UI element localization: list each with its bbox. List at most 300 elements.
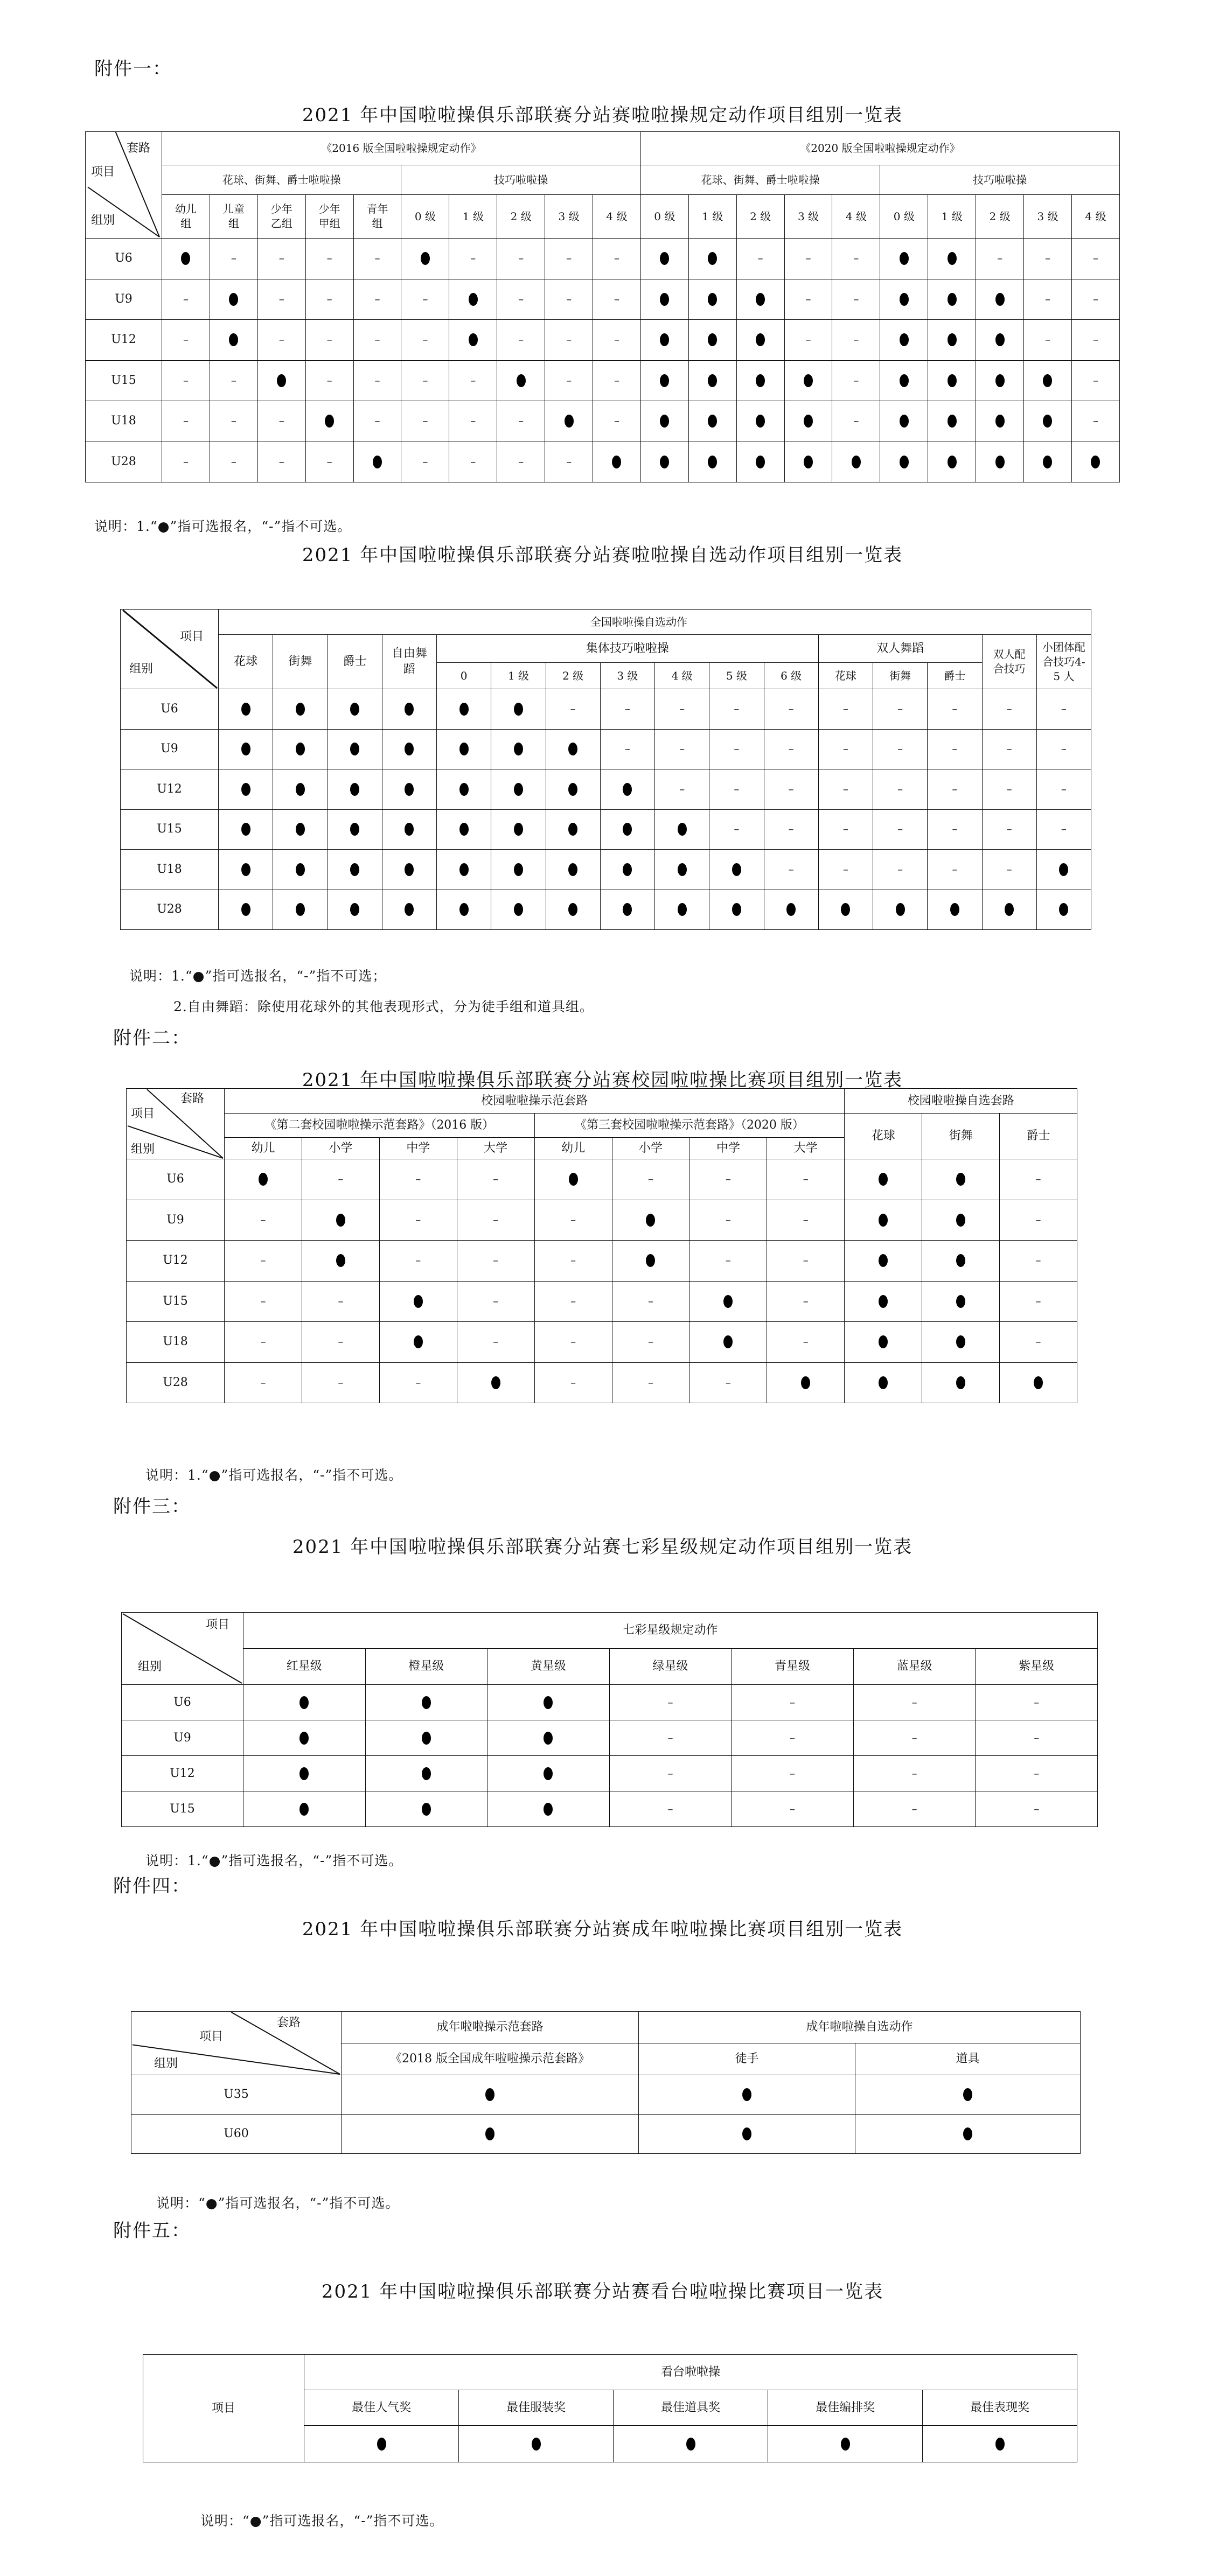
cell (873, 689, 928, 730)
cell (210, 279, 257, 320)
cell (928, 442, 976, 482)
cell (546, 809, 600, 850)
not-selectable-dash: – (566, 292, 572, 305)
not-selectable-dash: – (183, 292, 189, 305)
not-selectable-dash: – (734, 782, 740, 795)
group-label: U6 (86, 239, 162, 279)
cell (328, 850, 382, 890)
column-header: 1 级 (928, 195, 976, 239)
not-selectable-dash: – (803, 1213, 809, 1226)
column-header: 3 级 (545, 195, 593, 239)
cell (225, 1362, 302, 1403)
selectable-dot-icon (841, 2438, 850, 2451)
not-selectable-dash: – (570, 702, 576, 715)
selectable-dot-icon (879, 1335, 888, 1348)
selectable-dot-icon (299, 1803, 309, 1816)
selectable-dot-icon (841, 903, 850, 916)
selectable-dot-icon (241, 823, 250, 836)
table5-group-demo: 成年啦啦操示范套路 (342, 2012, 639, 2043)
cell (210, 442, 257, 482)
cell (764, 689, 818, 730)
cell (1024, 320, 1072, 361)
selectable-dot-icon (804, 374, 813, 387)
cell (328, 890, 382, 930)
not-selectable-dash: – (725, 1254, 731, 1267)
column-header: 儿童组 (210, 195, 257, 239)
cell (1000, 1241, 1077, 1282)
group-label: U15 (127, 1281, 225, 1322)
table3-group-free: 校园啦啦操自选套路 (845, 1089, 1077, 1114)
selectable-dot-icon (1005, 903, 1014, 916)
column-header: 4 级 (655, 663, 709, 689)
column-header: 4 级 (593, 195, 641, 239)
selectable-dot-icon (241, 903, 250, 916)
selectable-dot-icon (660, 252, 669, 265)
selectable-dot-icon (405, 903, 414, 916)
selectable-dot-icon (723, 1295, 733, 1308)
column-header: 幼儿 (534, 1138, 612, 1159)
cell (784, 279, 832, 320)
table-row (86, 320, 1120, 361)
selectable-dot-icon (514, 783, 523, 796)
cell (534, 1362, 612, 1403)
cell (545, 279, 593, 320)
cell (1024, 401, 1072, 442)
table6-row-label: 项目 (143, 2355, 304, 2462)
corner-middle-label: 项目 (131, 1107, 155, 1121)
cell (818, 850, 873, 890)
not-selectable-dash: – (1092, 251, 1098, 265)
not-selectable-dash: – (788, 742, 794, 755)
not-selectable-dash: – (725, 1375, 731, 1389)
selectable-dot-icon (1059, 903, 1068, 916)
cell (736, 279, 784, 320)
cell (225, 1241, 302, 1282)
selectable-dot-icon (995, 374, 1005, 387)
cell (640, 239, 688, 279)
cell (976, 1720, 1098, 1756)
cell (593, 401, 641, 442)
not-selectable-dash: – (805, 333, 811, 346)
cell (655, 890, 709, 930)
selectable-dot-icon (896, 903, 905, 916)
not-selectable-dash: – (374, 414, 380, 428)
not-selectable-dash: – (231, 414, 236, 428)
selectable-dot-icon (1059, 863, 1068, 876)
selectable-dot-icon (956, 1335, 965, 1348)
cell (640, 279, 688, 320)
selectable-dot-icon (350, 823, 359, 836)
column-header: 红星级 (243, 1649, 366, 1685)
not-selectable-dash: – (183, 333, 189, 346)
not-selectable-dash: – (260, 1375, 266, 1389)
not-selectable-dash: – (725, 1172, 731, 1186)
selectable-dot-icon (422, 1803, 431, 1816)
cell (257, 401, 305, 442)
selectable-dot-icon (405, 863, 414, 876)
selectable-dot-icon (612, 456, 621, 468)
not-selectable-dash: – (326, 292, 332, 305)
not-selectable-dash: – (374, 373, 380, 387)
cell (639, 2115, 855, 2154)
cell (600, 769, 654, 810)
selectable-dot-icon (569, 1173, 578, 1186)
cell (688, 401, 736, 442)
cell (928, 809, 982, 850)
not-selectable-dash: – (1006, 862, 1012, 876)
cell (736, 360, 784, 401)
cell (437, 809, 491, 850)
selectable-dot-icon (948, 415, 957, 428)
cell (305, 279, 353, 320)
cell (545, 442, 593, 482)
column-header: 街舞 (873, 663, 928, 689)
cell (379, 1241, 457, 1282)
not-selectable-dash: – (1035, 1172, 1041, 1186)
not-selectable-dash: – (493, 1294, 499, 1307)
selectable-dot-icon (879, 1376, 888, 1389)
cell (219, 689, 273, 730)
attachment-3-label: 附件三： (113, 1496, 191, 1517)
table3-group-demo: 校园啦啦操示范套路 (225, 1089, 845, 1114)
cell (328, 809, 382, 850)
table2-corner-header (121, 610, 219, 689)
cell (1071, 279, 1119, 320)
selectable-dot-icon (708, 374, 717, 387)
selectable-dot-icon (336, 1254, 345, 1267)
not-selectable-dash: – (647, 1375, 653, 1389)
cell (818, 729, 873, 769)
not-selectable-dash: – (1061, 822, 1067, 836)
not-selectable-dash: – (734, 742, 740, 755)
cell (457, 1362, 534, 1403)
cell (880, 401, 928, 442)
table1-note: 说明：1.“●”指可选报名，“-”指不可选。 (94, 519, 352, 534)
not-selectable-dash: – (338, 1172, 344, 1186)
selectable-dot-icon (241, 783, 250, 796)
table5-corner-header (131, 2012, 342, 2075)
cell (459, 2426, 614, 2462)
not-selectable-dash: – (614, 333, 619, 346)
selectable-dot-icon (296, 863, 305, 876)
cell (449, 442, 497, 482)
table-row (121, 689, 1091, 730)
cell (1036, 769, 1091, 810)
selectable-dot-icon (995, 415, 1005, 428)
cell (593, 279, 641, 320)
cell (497, 360, 545, 401)
selectable-dot-icon (623, 863, 632, 876)
cell (457, 1322, 534, 1363)
cell (162, 279, 210, 320)
cell (818, 809, 873, 850)
cell (976, 1756, 1098, 1791)
selectable-dot-icon (350, 863, 359, 876)
table1-regular-routines (85, 131, 1120, 482)
table2-title: 2021 年中国啦啦操俱乐部联赛分站赛啦啦操自选动作项目组别一览表 (302, 544, 903, 566)
cell (784, 239, 832, 279)
cell (243, 1756, 366, 1791)
not-selectable-dash: – (790, 1802, 796, 1815)
column-header: 4 级 (832, 195, 880, 239)
cell (923, 2426, 1077, 2462)
cell (401, 401, 449, 442)
not-selectable-dash: – (853, 251, 859, 265)
table-row (122, 1791, 1098, 1827)
cell (928, 689, 982, 730)
cell (832, 279, 880, 320)
cell (487, 1756, 610, 1791)
not-selectable-dash: – (231, 454, 236, 468)
cell (437, 890, 491, 930)
table3-title: 2021 年中国啦啦操俱乐部联赛分站赛校园啦啦操比赛项目组别一览表 (302, 1069, 903, 1091)
column-header: 紫星级 (976, 1649, 1098, 1685)
selectable-dot-icon (350, 743, 359, 755)
corner-top-label: 套路 (277, 2016, 301, 2029)
cell (225, 1322, 302, 1363)
selectable-dot-icon (469, 333, 478, 346)
not-selectable-dash: – (422, 373, 428, 387)
column-header: 橙星级 (365, 1649, 487, 1685)
cell (639, 2075, 855, 2115)
cell (497, 279, 545, 320)
table4-group: 七彩星级规定动作 (243, 1613, 1098, 1649)
selectable-dot-icon (879, 1295, 888, 1308)
table-row (86, 401, 1120, 442)
not-selectable-dash: – (911, 1731, 917, 1744)
not-selectable-dash: – (326, 373, 332, 387)
selectable-dot-icon (514, 823, 523, 836)
cell (689, 1322, 767, 1363)
not-selectable-dash: – (183, 373, 189, 387)
table-row (86, 279, 1120, 320)
cell (243, 1791, 366, 1827)
group-label: U18 (121, 850, 219, 890)
column-header: 大学 (767, 1138, 845, 1159)
cell (736, 239, 784, 279)
cell (767, 1159, 845, 1200)
table-row (121, 769, 1091, 810)
cell (767, 1322, 845, 1363)
not-selectable-dash: – (493, 1213, 499, 1226)
not-selectable-dash: – (470, 454, 476, 468)
selectable-dot-icon (405, 823, 414, 836)
column-header: 2 级 (976, 195, 1024, 239)
subgroup-header: 集体技巧啦啦操 (437, 635, 819, 663)
cell (873, 809, 928, 850)
column-header: 3 级 (1024, 195, 1072, 239)
selectable-dot-icon (514, 743, 523, 755)
selectable-dot-icon (325, 415, 334, 428)
selectable-dot-icon (956, 1214, 965, 1227)
selectable-dot-icon (995, 2438, 1005, 2451)
selectable-dot-icon (514, 863, 523, 876)
column-header: 1 级 (688, 195, 736, 239)
table-row (127, 1159, 1077, 1200)
selectable-dot-icon (956, 1254, 965, 1267)
not-selectable-dash: – (326, 333, 332, 346)
not-selectable-dash: – (1034, 1802, 1040, 1815)
cell (612, 1362, 689, 1403)
table6-note: 说明：“●”指可选报名，“-”指不可选。 (200, 2513, 444, 2529)
subgroup-header: 《第三套校园啦啦操示范套路》（2020 版） (534, 1114, 845, 1138)
cell (832, 320, 880, 361)
not-selectable-dash: – (518, 292, 524, 305)
selectable-dot-icon (296, 703, 305, 716)
cell (379, 1159, 457, 1200)
group-label: U6 (121, 689, 219, 730)
column-header: 绿星级 (609, 1649, 732, 1685)
not-selectable-dash: – (1034, 1695, 1040, 1709)
cell (784, 360, 832, 401)
table-row (121, 729, 1091, 769)
not-selectable-dash: – (1034, 1766, 1040, 1780)
not-selectable-dash: – (183, 414, 189, 428)
not-selectable-dash: – (842, 702, 848, 715)
cell (689, 1281, 767, 1322)
cell (764, 850, 818, 890)
cell (655, 769, 709, 810)
cell (928, 850, 982, 890)
table3-corner-header (127, 1089, 225, 1159)
cell (709, 850, 764, 890)
cell (491, 890, 546, 930)
not-selectable-dash: – (842, 862, 848, 876)
table6-title: 2021 年中国啦啦操俱乐部联赛分站赛看台啦啦操比赛项目一览表 (321, 2281, 884, 2302)
cell (1000, 1281, 1077, 1322)
not-selectable-dash: – (278, 333, 284, 346)
cell (688, 279, 736, 320)
selectable-dot-icon (544, 1696, 553, 1709)
cell (709, 809, 764, 850)
not-selectable-dash: – (1035, 1213, 1041, 1226)
cell (922, 1200, 1000, 1241)
not-selectable-dash: – (1035, 1254, 1041, 1267)
cell (353, 320, 401, 361)
cell (689, 1241, 767, 1282)
cell (922, 1241, 1000, 1282)
group-label: U15 (86, 360, 162, 401)
cell (982, 850, 1036, 890)
selectable-dot-icon (623, 903, 632, 916)
cell (928, 320, 976, 361)
group-label: U12 (121, 769, 219, 810)
cell (1024, 239, 1072, 279)
attachment-2-label: 附件二： (113, 1027, 191, 1049)
cell (873, 769, 928, 810)
cell (457, 1200, 534, 1241)
cell (437, 850, 491, 890)
cell (688, 239, 736, 279)
selectable-dot-icon (686, 2438, 695, 2451)
selectable-dot-icon (277, 374, 286, 387)
group-label: U9 (121, 729, 219, 769)
cell (736, 442, 784, 482)
table-row (121, 809, 1091, 850)
selectable-dot-icon (678, 823, 687, 836)
not-selectable-dash: – (952, 822, 958, 836)
subgroup-header: 花球、街舞、爵士啦啦操 (162, 165, 401, 195)
not-selectable-dash: – (1061, 782, 1067, 795)
not-selectable-dash: – (1034, 1731, 1040, 1744)
not-selectable-dash: – (493, 1254, 499, 1267)
cell (853, 1756, 976, 1791)
cell (365, 1720, 487, 1756)
subgroup-header: 双人舞蹈 (818, 635, 982, 663)
table4-rainbow-star (121, 1612, 1098, 1827)
selectable-dot-icon (732, 903, 741, 916)
selectable-dot-icon (804, 456, 813, 468)
table-row (86, 239, 1120, 279)
cell (784, 401, 832, 442)
corner-bottom-label: 组别 (129, 662, 154, 676)
cell (593, 239, 641, 279)
cell (612, 1322, 689, 1363)
column-header: 道具 (855, 2043, 1081, 2075)
cell (593, 360, 641, 401)
not-selectable-dash: – (374, 251, 380, 265)
cell (709, 729, 764, 769)
cell (449, 279, 497, 320)
selectable-dot-icon (299, 1696, 309, 1709)
cell (225, 1159, 302, 1200)
group-label: U12 (127, 1241, 225, 1282)
not-selectable-dash: – (911, 1802, 917, 1815)
cell (655, 729, 709, 769)
selectable-dot-icon (646, 1254, 655, 1267)
cell (640, 442, 688, 482)
cell (210, 360, 257, 401)
column-header: 双人配合技巧 (982, 635, 1036, 689)
cell (845, 1200, 922, 1241)
not-selectable-dash: – (1044, 292, 1050, 305)
not-selectable-dash: – (897, 702, 903, 715)
cell (1036, 689, 1091, 730)
selectable-dot-icon (756, 415, 765, 428)
column-header: 中学 (379, 1138, 457, 1159)
cell (614, 2426, 768, 2462)
cell (353, 239, 401, 279)
cell (534, 1159, 612, 1200)
selectable-dot-icon (948, 374, 957, 387)
column-header: 5 级 (709, 663, 764, 689)
selectable-dot-icon (241, 863, 250, 876)
table-row (86, 360, 1120, 401)
not-selectable-dash: – (1092, 333, 1098, 346)
cell (880, 320, 928, 361)
attachment-5-label: 附件五： (113, 2220, 191, 2242)
selectable-dot-icon (678, 903, 687, 916)
cell (922, 1159, 1000, 1200)
selectable-dot-icon (963, 2088, 972, 2101)
cell (497, 442, 545, 482)
not-selectable-dash: – (566, 333, 572, 346)
cell (1000, 1322, 1077, 1363)
selectable-dot-icon (296, 903, 305, 916)
cell (928, 360, 976, 401)
cell (497, 239, 545, 279)
cell (688, 442, 736, 482)
selectable-dot-icon (995, 456, 1005, 468)
cell (342, 2115, 639, 2154)
selectable-dot-icon (299, 1767, 309, 1780)
selectable-dot-icon (405, 703, 414, 716)
not-selectable-dash: – (570, 1335, 576, 1348)
column-header: 幼儿组 (162, 195, 210, 239)
selectable-dot-icon (296, 823, 305, 836)
cell (612, 1241, 689, 1282)
cell (382, 809, 436, 850)
